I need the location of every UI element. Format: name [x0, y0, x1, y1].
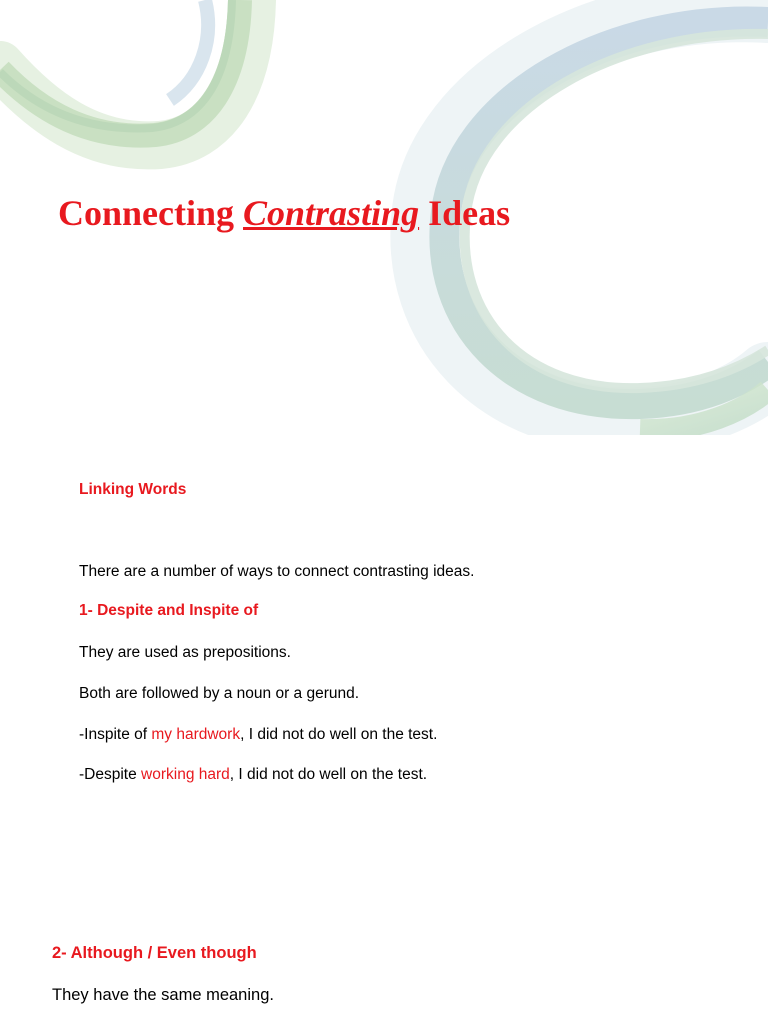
section-1-example-2 — [79, 765, 427, 785]
section-1-line-1: They are used as prepositions. — [79, 644, 291, 661]
section-1-heading: 1- Despite and Inspite of — [79, 602, 259, 619]
example-2-suffix: , I did not do well on the test. — [229, 766, 428, 783]
title-emphasis: Contrasting — [243, 193, 420, 233]
section-2-heading: 2- Although / Even though — [52, 944, 257, 962]
title-part-1: Connecting — [58, 193, 235, 233]
page-title — [58, 192, 510, 235]
title-part-3: Ideas — [428, 193, 511, 233]
example-1-highlight: my hardwork — [151, 726, 241, 743]
example-1-prefix: -Inspite of — [79, 726, 152, 743]
linking-words-heading: Linking Words — [79, 481, 187, 498]
section-1-example-1 — [79, 725, 437, 745]
section-2-line-1: They have the same meaning. — [52, 986, 274, 1004]
example-2-highlight: working hard — [141, 766, 230, 783]
section-1-line-2: Both are followed by a noun or a gerund. — [79, 685, 360, 702]
example-2-prefix: -Despite — [79, 766, 142, 783]
intro-text: There are a number of ways to connect contrasting ideas. — [79, 563, 475, 580]
example-1-suffix: , I did not do well on the test. — [240, 726, 438, 743]
